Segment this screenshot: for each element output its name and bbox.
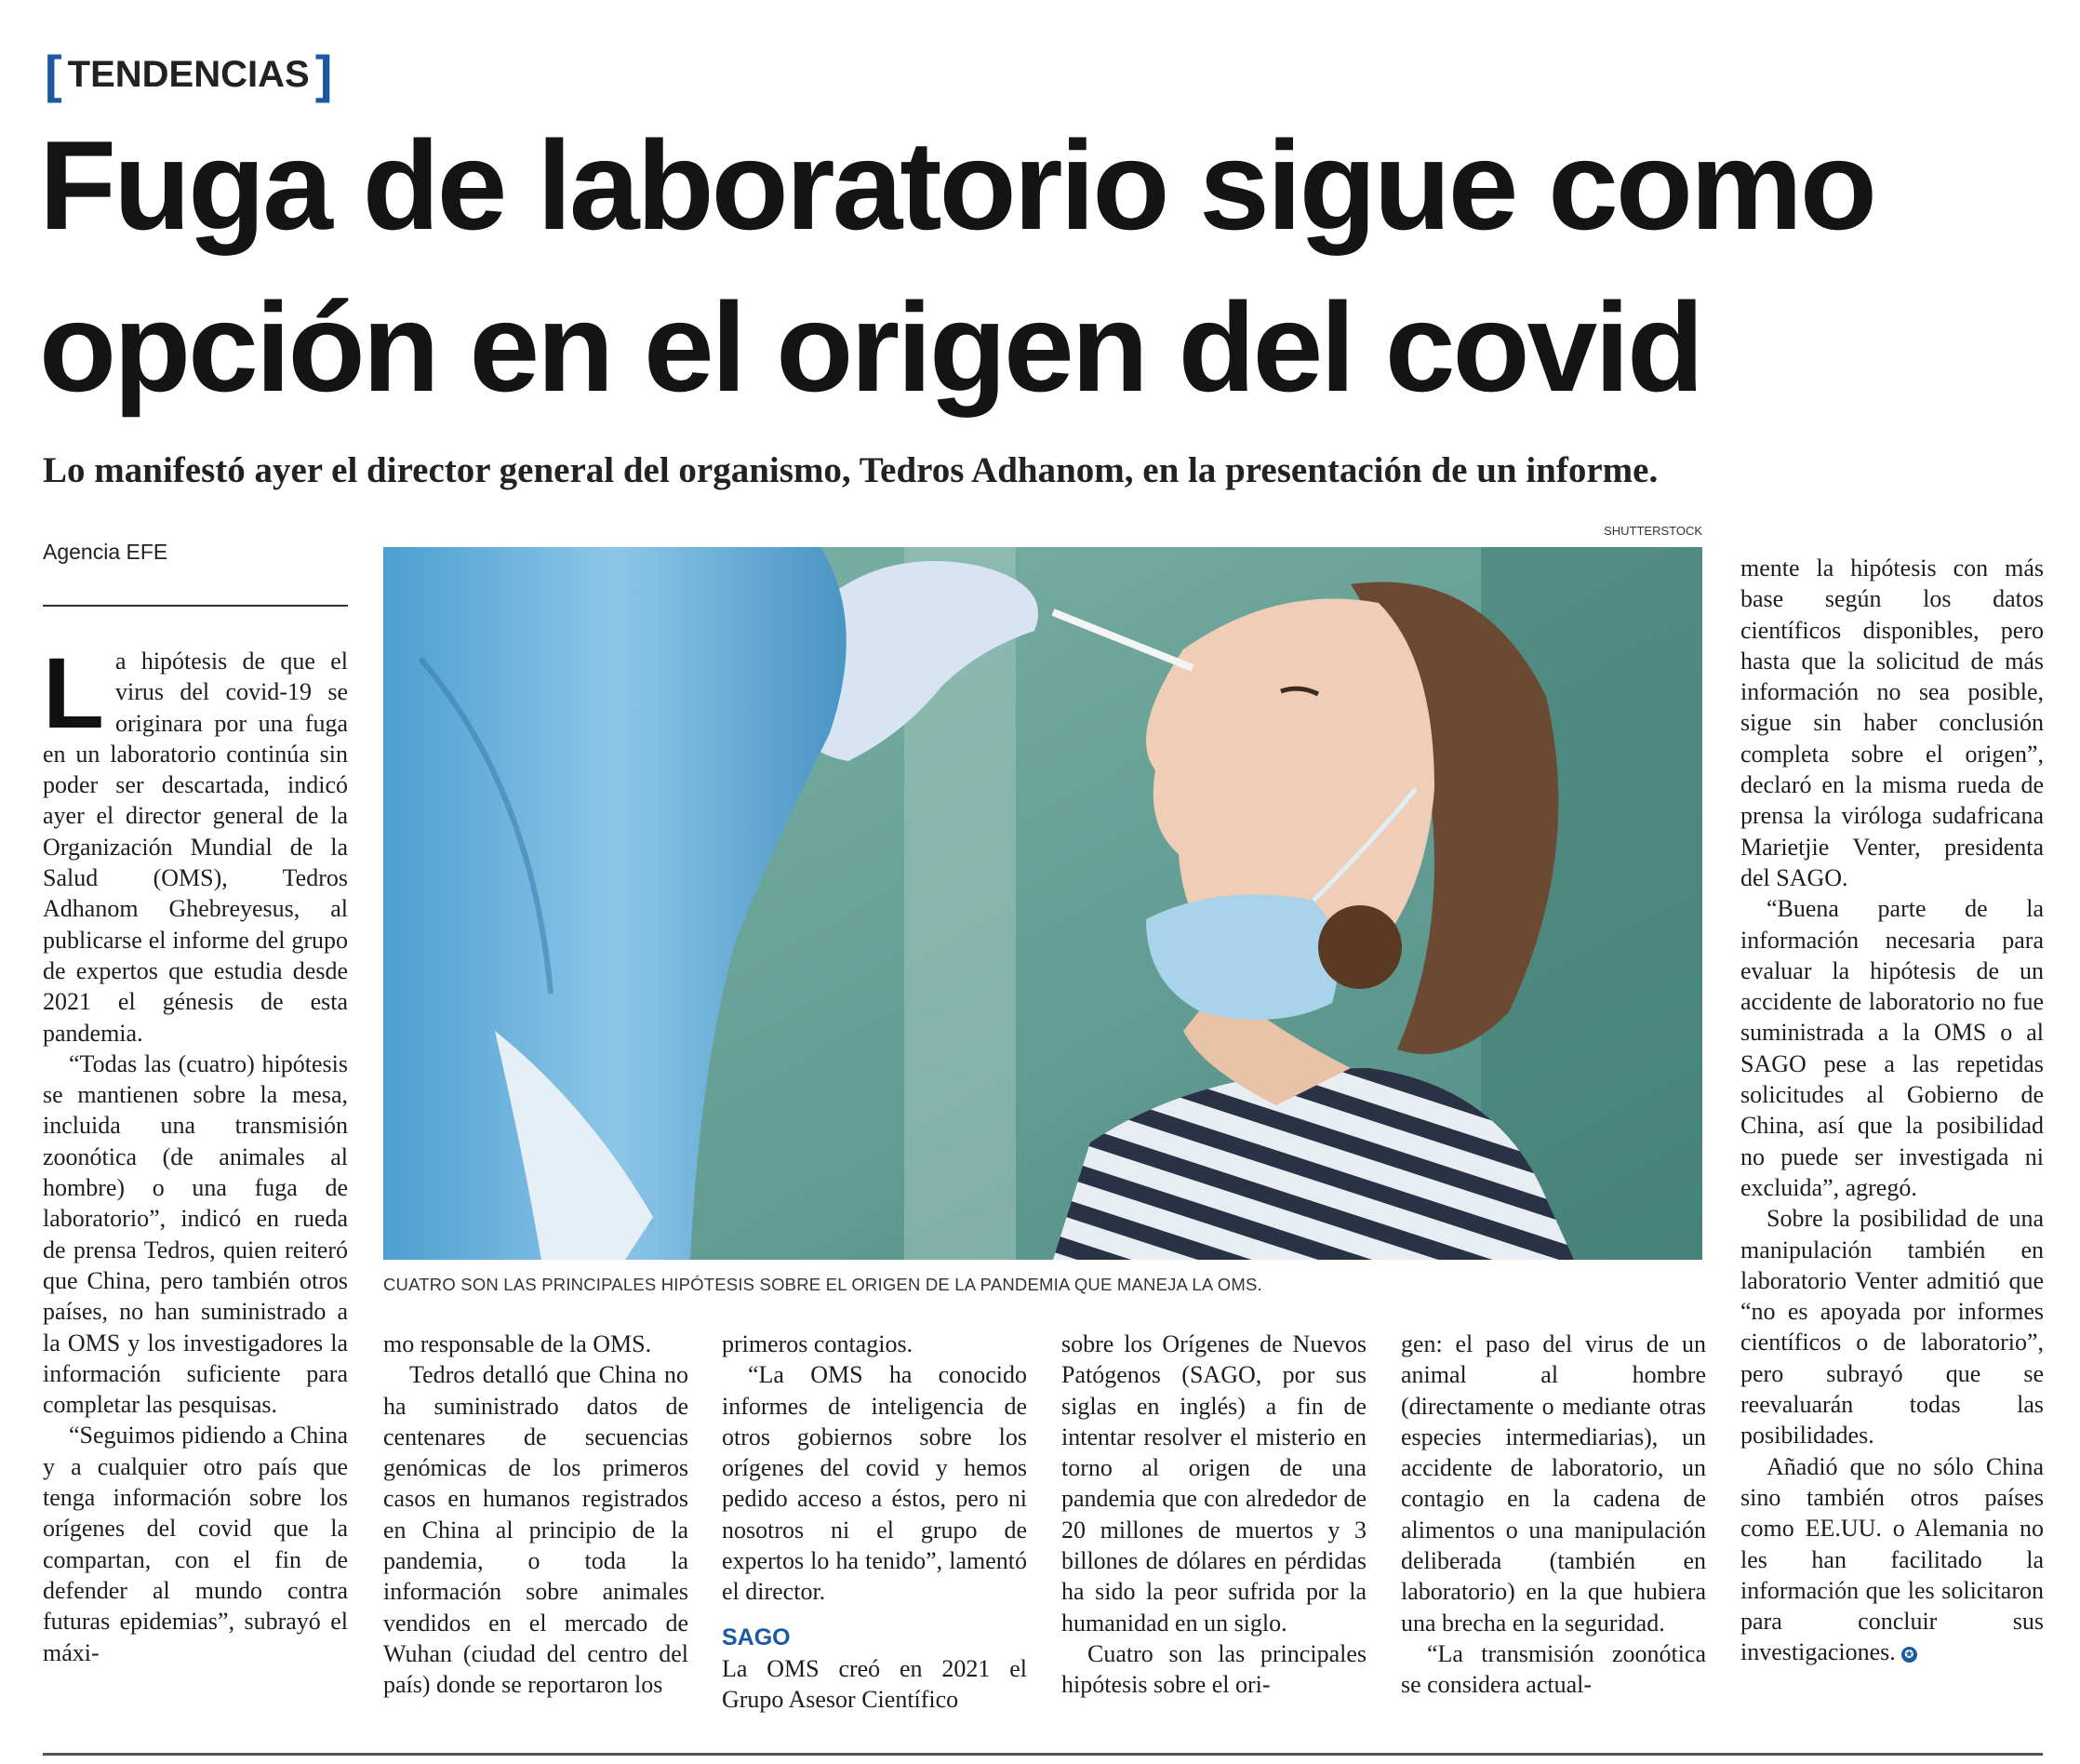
paragraph: mo responsable de la OMS. <box>383 1330 652 1357</box>
article-photo <box>383 547 1702 1260</box>
paragraph: Añadió que no sólo China sino también otros países como EE.UU. o Alemania no les han facilitado la información que les solicitaron para concluir sus investigaciones. <box>1740 1452 2044 1666</box>
article-column-4 <box>1061 1329 1367 1701</box>
photo-credit: SHUTTERSTOCK <box>1604 524 1702 538</box>
byline: Agencia EFE <box>43 540 168 564</box>
article-column-1 <box>43 636 348 1668</box>
paragraph: Cuatro son las principales hipótesis sobre el ori- <box>1061 1639 1367 1699</box>
paragraph: mente la hipótesis con más base según los datos científicos disponibles, pero hasta que la solicitud de más información no sea posible, sigue sin haber conclusión completa sobre el origen”, declaró en la misma rueda de prensa la viróloga sudafricana Marietjie Venter, presidenta del SAGO. <box>1740 555 2044 891</box>
paragraph: “Seguimos pidiendo a China y a cualquier otro país que tenga información sobre los orígenes del covid que la compartan, con el fin de defender al mundo contra futuras epidemias”, subrayó el máxi- <box>43 1422 348 1666</box>
paragraph: “Buena parte de la información necesaria para evaluar la hipótesis de un accidente de laboratorio no fue suministrada a la OMS o al SAGO pese a las repetidas solicitudes al Gobierno de China, así que la posibilidad no puede ser investigada ni excluida”, agregó. <box>1740 895 2044 1201</box>
end-mark-icon: ✪ <box>1901 1647 1917 1663</box>
deck: Lo manifestó ayer el director general del organismo, Tedros Adhanom, en la presentación de un informe. <box>43 450 1659 490</box>
kicker-bracket-close: ] <box>314 45 333 103</box>
kicker-label: TENDENCIAS <box>67 53 310 95</box>
paragraph: Sobre la posibilidad de una manipulación también en laboratorio Venter admitió que “no es apoyada por informes científicos o de laboratorio”, pero subrayó que se reevaluarán todas las posibilidades. <box>1740 1205 2044 1450</box>
paragraph: sobre los Orígenes de Nuevos Patógenos (SAGO, por sus siglas en inglés) a fin de intentar resolver el misterio en torno al origen de una pandemia que con alrededor de 20 millones de muertos y 3 billones de dólares en pérdidas ha sido la peor sufrida por la humanidad en un siglo. <box>1061 1330 1367 1637</box>
bottom-rule <box>43 1753 2043 1756</box>
section-kicker <box>45 47 332 102</box>
paragraph: primeros contagios. <box>722 1330 913 1357</box>
paragraph: a hipótesis de que el virus del covid-19 se originara por una fuga en un laboratorio continúa sin poder ser descartada, indicó ayer el director general de la Organización Mundial de la Salud (OMS), Tedros Adhanom Ghebreyesus, al publicarse el informe del grupo de expertos que estudia desde 2021 el génesis de esta pandemia. <box>43 648 348 1047</box>
headline: Fuga de laboratorio sigue como opción en el origen del covid <box>39 114 1874 418</box>
paragraph: “Todas las (cuatro) hipótesis se mantienen sobre la mesa, incluida una transmisión zoonótica (de animales al hombre) o una fuga de laboratorio”, indicó en rueda de prensa Tedros, quien reiteró que China, pero también otros países, no han suministrado a la OMS y los investigadores la información suficiente para completar las pesquisas. <box>43 1049 348 1419</box>
article-column-6 <box>1740 553 2044 1668</box>
article-column-3 <box>722 1329 1027 1715</box>
kicker-bracket-open: [ <box>45 45 62 103</box>
article-column-5 <box>1401 1329 1706 1701</box>
photo-caption: CUATRO SON LAS PRINCIPALES HIPÓTESIS SOBRE EL ORIGEN DE LA PANDEMIA QUE MANEJA LA OMS. <box>383 1275 1262 1294</box>
paragraph: Tedros detalló que China no ha suministrado datos de centenares de secuencias genómicas de los primeros casos en humanos registrados en China al principio de la pandemia, o toda la información sobre animales vendidos en el mercado de Wuhan (ciudad del centro del país) donde se reportaron los <box>383 1361 688 1699</box>
drop-cap: L <box>43 636 104 749</box>
paragraph: La OMS creó en 2021 el Grupo Asesor Científico <box>722 1654 1027 1713</box>
subhead: SAGO <box>722 1624 791 1650</box>
paragraph: “La transmisión zoonótica se considera actual- <box>1401 1639 1706 1699</box>
article-column-2 <box>383 1329 688 1701</box>
paragraph: “La OMS ha conocido informes de inteligencia de otros gobiernos sobre los orígenes del covid y hemos pedido acceso a éstos, pero ni nosotros ni el grupo de expertos lo ha tenido”, lamentó el director. <box>722 1361 1027 1606</box>
byline-rule <box>43 605 348 607</box>
paragraph: gen: el paso del virus de un animal al hombre (directamente o mediante otras especies intermediarias), un accidente de laboratorio, un contagio en la cadena de alimentos o una manipulación deliberada (también en laboratorio) en la que hubiera una brecha en la seguridad. <box>1401 1330 1706 1637</box>
